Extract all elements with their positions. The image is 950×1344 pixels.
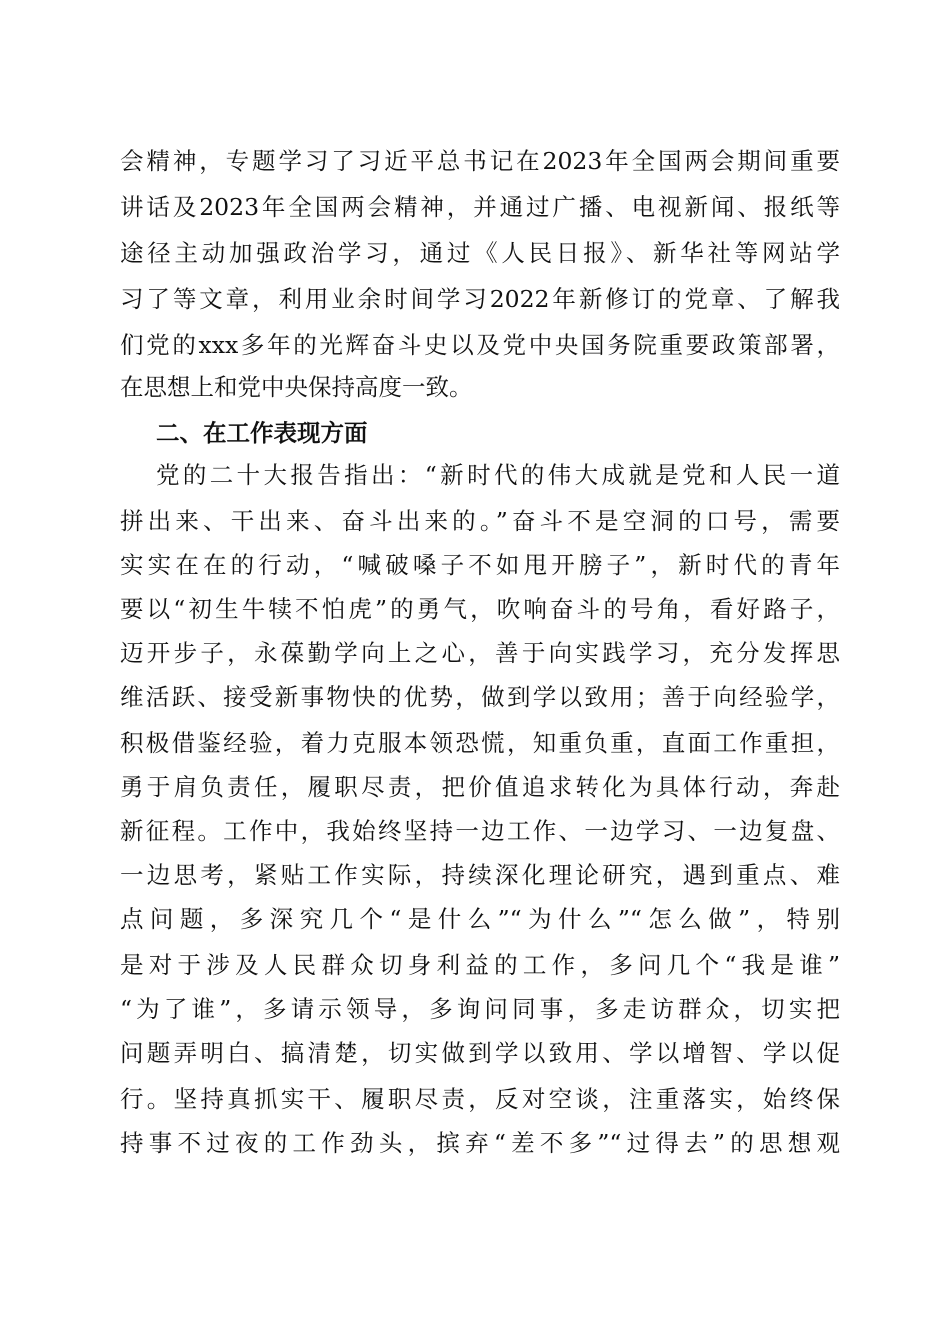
text-line: 途径主动加强政治学习，通过《人民日报》、新华社等网站学 <box>120 239 840 267</box>
text-line: 一边思考，紧贴工作实际，持续深化理论研究，遇到重点、难 <box>120 861 840 889</box>
section-heading: 二、在工作表现方面 <box>156 419 368 447</box>
text-line: 拼出来、干出来、奋斗出来的。”奋斗不是空洞的口号，需要 <box>120 507 840 535</box>
text-line: 迈开步子，永葆勤学向上之心，善于向实践学习，充分发挥思 <box>120 639 840 667</box>
text-line: 点问题，多深究几个“是什么”“为什么”“怎么做”，特别 <box>120 905 840 933</box>
text-line: 是对于涉及人民群众切身利益的工作，多问几个“我是谁” <box>120 951 840 979</box>
text-line: 会精神，专题学习了习近平总书记在2023年全国两会期间重要 <box>120 147 840 175</box>
text-line: 在思想上和党中央保持高度一致。 <box>120 373 473 401</box>
text-line: 习了等文章，利用业余时间学习2022年新修订的党章、了解我 <box>120 285 840 313</box>
text-line: 实实在在的行动，“喊破嗓子不如甩开膀子”，新时代的青年 <box>120 551 840 579</box>
text-line: 积极借鉴经验，着力克服本领恐慌，知重负重，直面工作重担， <box>120 729 840 757</box>
text-line: 讲话及2023年全国两会精神，并通过广播、电视新闻、报纸等 <box>120 193 840 221</box>
text-line: 党的二十大报告指出：“新时代的伟大成就是党和人民一道 <box>156 461 840 489</box>
text-line: “为了谁”，多请示领导，多询问同事，多走访群众，切实把 <box>120 995 840 1023</box>
text-line: 问题弄明白、搞清楚，切实做到学以致用、学以增智、学以促 <box>120 1039 840 1067</box>
text-line: 行。坚持真抓实干、履职尽责，反对空谈，注重落实，始终保 <box>120 1085 840 1113</box>
text-line: 持事不过夜的工作劲头，摈弃“差不多”“过得去”的思想观 <box>120 1129 840 1157</box>
text-line: 新征程。工作中，我始终坚持一边工作、一边学习、一边复盘、 <box>120 817 840 845</box>
text-line: 们党的xxx多年的光辉奋斗史以及党中央国务院重要政策部署， <box>120 331 840 359</box>
text-line: 维活跃、接受新事物快的优势，做到学以致用；善于向经验学， <box>120 683 840 711</box>
text-line: 勇于肩负责任，履职尽责，把价值追求转化为具体行动，奔赴 <box>120 773 840 801</box>
text-line: 要以“初生牛犊不怕虎”的勇气，吹响奋斗的号角，看好路子， <box>120 595 840 623</box>
